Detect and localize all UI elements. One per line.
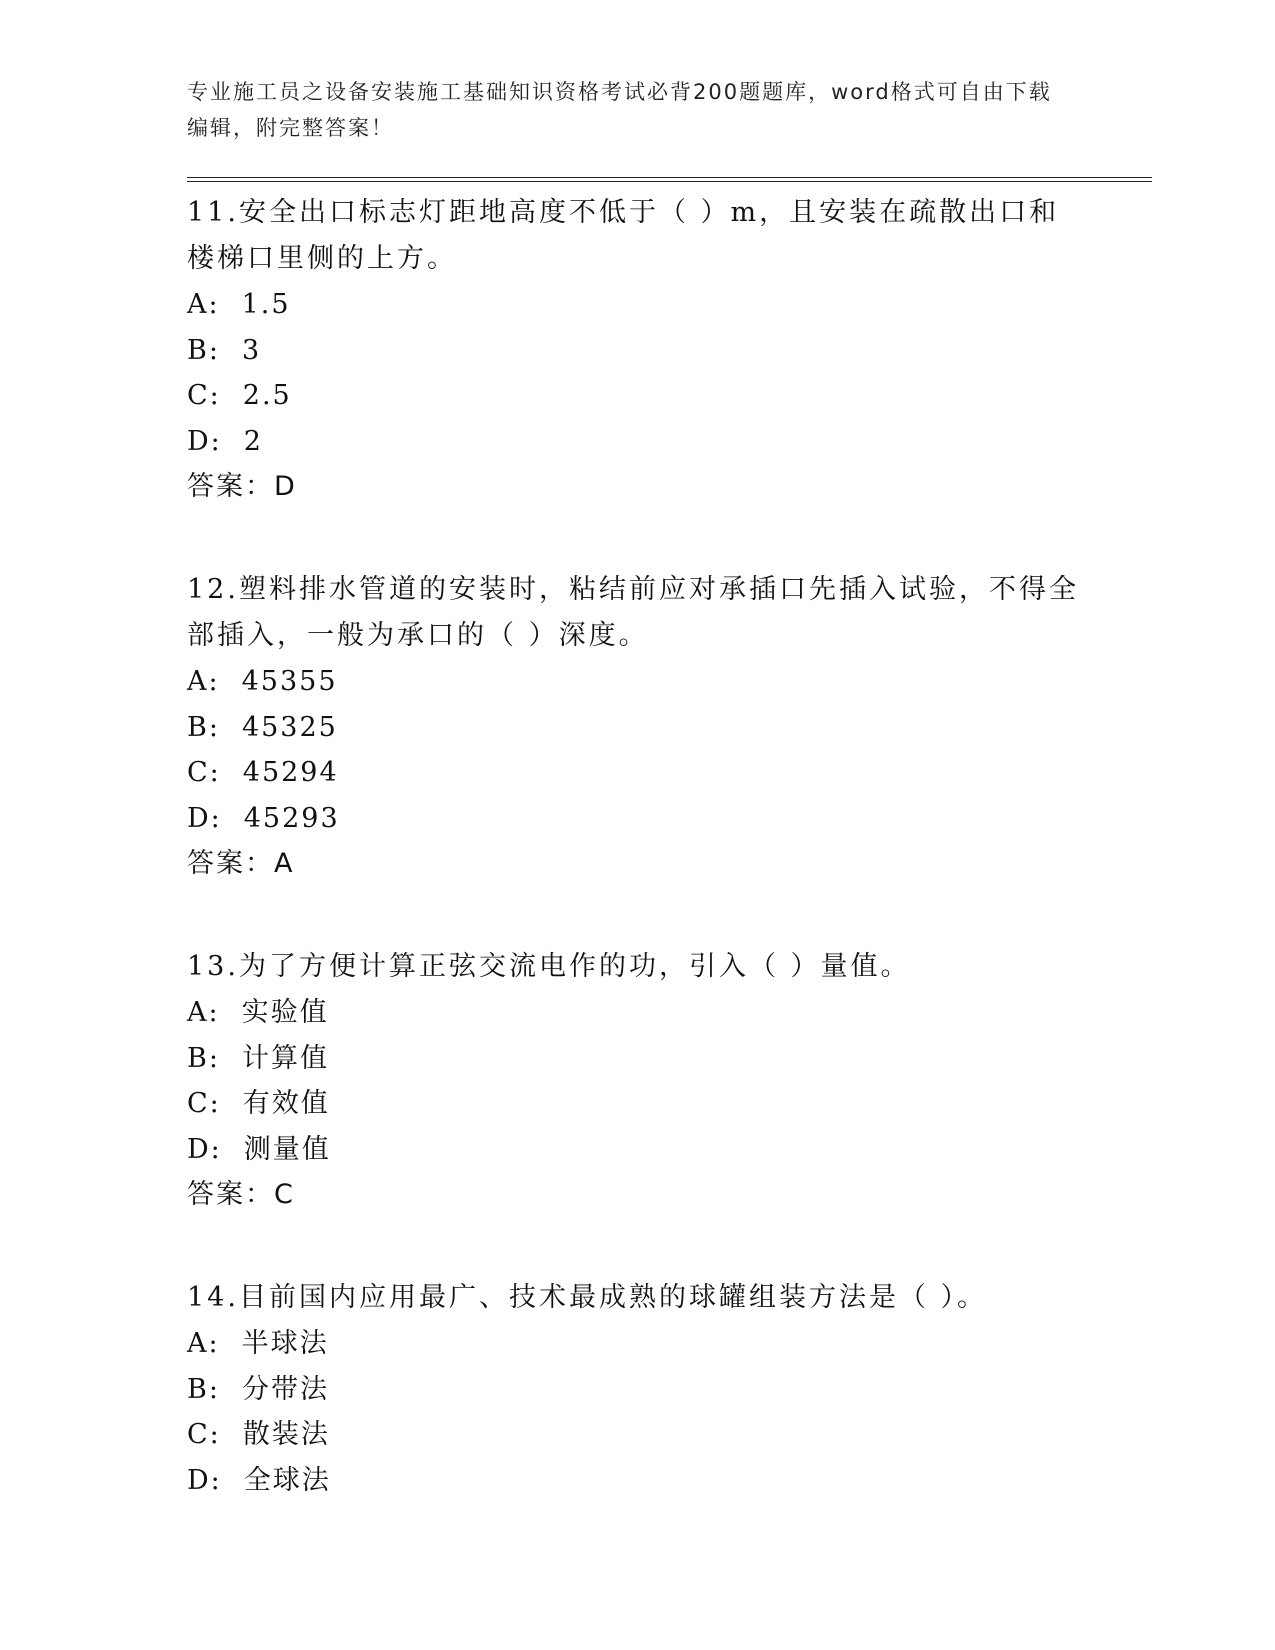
option-value: 有效值 (242, 1088, 330, 1119)
option-value: 45355 (241, 666, 338, 697)
option-d (187, 1127, 1087, 1173)
option-letter: A: (187, 666, 220, 697)
option-letter: A: (187, 1328, 220, 1359)
option-letter: A: (187, 997, 220, 1028)
option-c (187, 750, 1087, 796)
option-letter: D: (187, 1133, 222, 1165)
option-value: 散装法 (242, 1419, 330, 1450)
option-b (187, 705, 1087, 751)
answer-line: 答案：A (187, 848, 295, 879)
option-d (187, 419, 1087, 465)
answer-line: 答案：D (187, 471, 297, 502)
option-c (187, 1412, 1087, 1458)
question-11 (187, 190, 1087, 509)
option-c (187, 373, 1087, 419)
option-a (187, 659, 1087, 705)
option-b (187, 328, 1087, 374)
option-value: 1.5 (241, 289, 291, 320)
header-divider (187, 177, 1152, 182)
question-text: 14.目前国内应用最广、技术最成熟的球罐组装方法是（ ）。 (187, 1282, 988, 1313)
option-value: 计算值 (241, 1042, 329, 1074)
option-value: 分带法 (241, 1373, 329, 1405)
option-letter: D: (187, 425, 222, 457)
option-a (187, 282, 1087, 328)
option-letter: C: (187, 757, 221, 788)
option-letter: B: (187, 1373, 220, 1405)
divider-line-bottom (187, 181, 1152, 182)
option-letter: D: (187, 802, 222, 834)
divider-line-top (187, 177, 1152, 178)
option-d (187, 796, 1087, 842)
option-letter: B: (187, 711, 220, 743)
option-c (187, 1081, 1087, 1127)
option-letter: D: (187, 1464, 222, 1496)
option-value: 45325 (241, 711, 338, 743)
option-value: 3 (241, 334, 262, 366)
question-12 (187, 567, 1087, 886)
option-letter: B: (187, 1042, 220, 1074)
option-value: 实验值 (241, 997, 329, 1028)
option-b (187, 1367, 1087, 1413)
question-text: 12.塑料排水管道的安装时，粘结前应对承插口先插入试验，不得全部插入，一般为承口的（ ）深度。 (187, 574, 1079, 651)
option-value: 45294 (242, 757, 339, 788)
option-value: 45293 (243, 802, 340, 834)
option-value: 2 (243, 425, 263, 457)
option-letter: B: (187, 334, 220, 366)
option-letter: C: (187, 1088, 221, 1119)
question-13 (187, 944, 1087, 1217)
document-header: 专业施工员之设备安装施工基础知识资格考试必背200题题库，word格式可自由下载编辑，附完整答案！ (187, 80, 1052, 140)
option-value: 全球法 (243, 1464, 331, 1496)
option-value: 2.5 (242, 380, 292, 411)
question-text: 11.安全出口标志灯距地高度不低于（ ）m，且安装在疏散出口和楼梯口里侧的上方。 (187, 197, 1060, 274)
question-list (187, 190, 1087, 1503)
option-letter: C: (187, 380, 221, 411)
option-letter: A: (187, 289, 220, 320)
question-14 (187, 1275, 1087, 1503)
option-a (187, 1321, 1087, 1367)
option-value: 半球法 (241, 1328, 329, 1359)
option-value: 测量值 (243, 1133, 331, 1165)
option-b (187, 1036, 1087, 1082)
answer-line: 答案：C (187, 1179, 295, 1210)
option-a (187, 990, 1087, 1036)
option-letter: C: (187, 1419, 221, 1450)
question-text: 13.为了方便计算正弦交流电作的功，引入（ ）量值。 (187, 951, 911, 982)
option-d (187, 1458, 1087, 1504)
